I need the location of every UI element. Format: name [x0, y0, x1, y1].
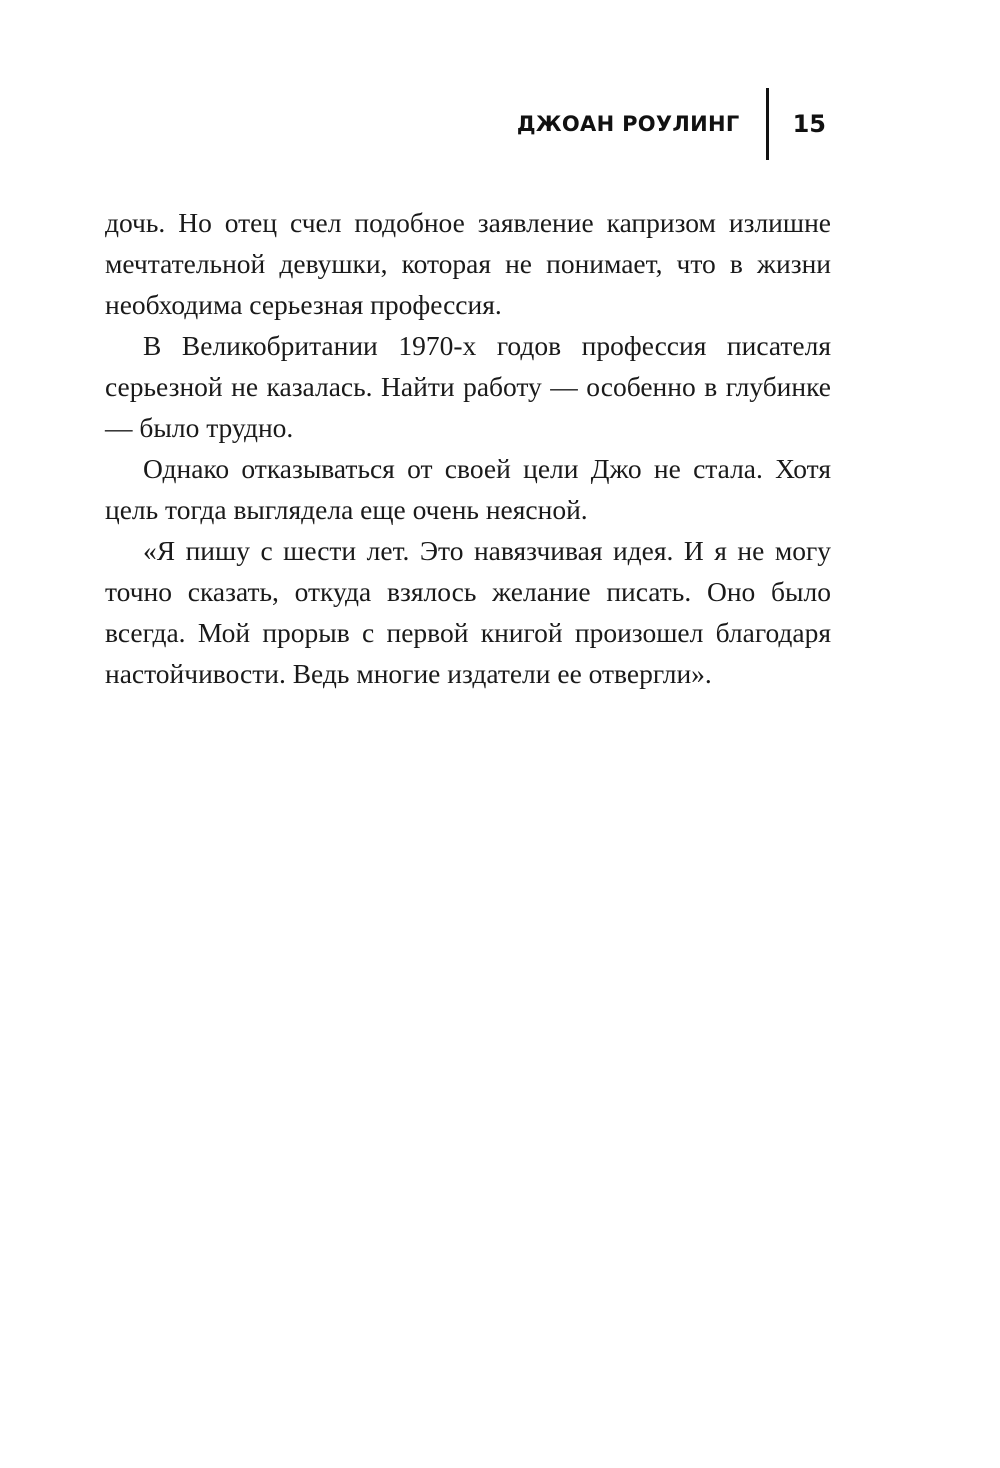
paragraph: Однако отказываться от своей цели Джо не стала. Хотя цель тогда выглядела еще очень неясной.: [105, 453, 831, 525]
page-header: [517, 88, 826, 160]
paragraph-continued: дочь. Но отец счел подобное заявление капризом излишне мечтательной девушки, которая не понимает, что в жизни необходима серьезная профессия.: [105, 207, 831, 320]
page-number: 15: [792, 110, 826, 138]
body-text: [105, 202, 831, 694]
header-divider: [766, 88, 769, 160]
paragraph-quote: «Я пишу с шести лет. Это навязчивая идея. И я не могу точно сказать, откуда взялось желание писать. Оно было всегда. Мой прорыв с первой книгой произошел благодаря настойчивости. Ведь многие издатели ее отвергли».: [105, 535, 831, 689]
running-head-author: ДЖОАН РОУЛИНГ: [516, 112, 740, 136]
paragraph: В Великобритании 1970-х годов профессия писателя серьезной не казалась. Найти работу — особенно в глубинке — было трудно.: [105, 330, 831, 443]
